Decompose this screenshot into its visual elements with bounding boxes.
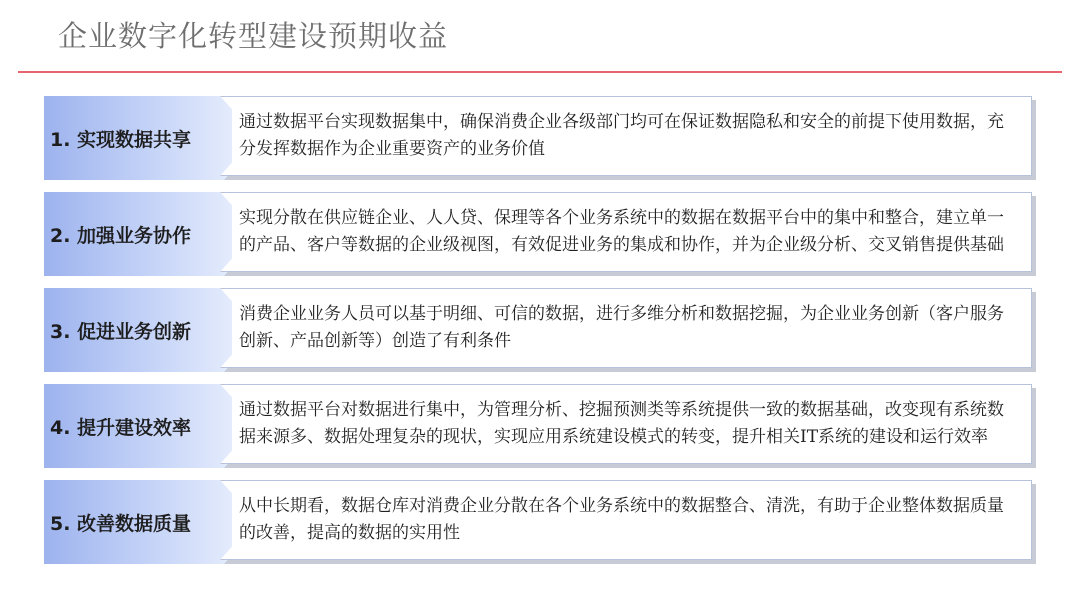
benefit-label-box xyxy=(44,480,232,564)
benefit-label-box xyxy=(44,288,232,372)
benefit-label-box xyxy=(44,192,232,276)
benefit-label-box xyxy=(44,96,232,180)
benefit-row xyxy=(44,288,1036,372)
benefit-label: 3. 促进业务创新 xyxy=(50,320,192,343)
benefit-row xyxy=(44,384,1036,468)
benefit-list xyxy=(44,96,1036,576)
title-divider xyxy=(18,71,1062,73)
benefit-description: 通过数据平台实现数据集中，确保消费企业各级部门均可在保证数据隐私和安全的前提下使用数据，充分发挥数据作为企业重要资产的业务价值 xyxy=(239,112,1004,159)
benefit-description: 从中长期看，数据仓库对消费企业分散在各个业务系统中的数据整合、清洗，有助于企业整体数据质量的改善，提高的数据的实用性 xyxy=(239,496,1004,543)
benefit-label: 4. 提升建设效率 xyxy=(50,416,192,439)
page-title: 企业数字化转型建设预期收益 xyxy=(58,19,449,53)
benefit-description: 实现分散在供应链企业、人人贷、保理等各个业务系统中的数据在数据平台中的集中和整合，建立单一的产品、客户等数据的企业级视图，有效促进业务的集成和协作，并为企业级分析、交叉销售提供基础 xyxy=(239,208,1004,255)
benefit-description: 通过数据平台对数据进行集中，为管理分析、挖掘预测类等系统提供一致的数据基础，改变现有系统数据来源多、数据处理复杂的现状，实现应用系统建设模式的转变，提升相关IT系统的建设和运行效率 xyxy=(239,400,1004,447)
benefit-label: 1. 实现数据共享 xyxy=(50,128,192,151)
benefit-description: 消费企业业务人员可以基于明细、可信的数据，进行多维分析和数据挖掘，为企业业务创新（客户服务创新、产品创新等）创造了有利条件 xyxy=(239,304,1004,351)
benefit-row xyxy=(44,192,1036,276)
benefit-label: 2. 加强业务协作 xyxy=(50,224,192,247)
benefit-row xyxy=(44,96,1036,180)
benefit-label-box xyxy=(44,384,232,468)
benefit-label: 5. 改善数据质量 xyxy=(50,512,192,535)
benefit-row xyxy=(44,480,1036,564)
